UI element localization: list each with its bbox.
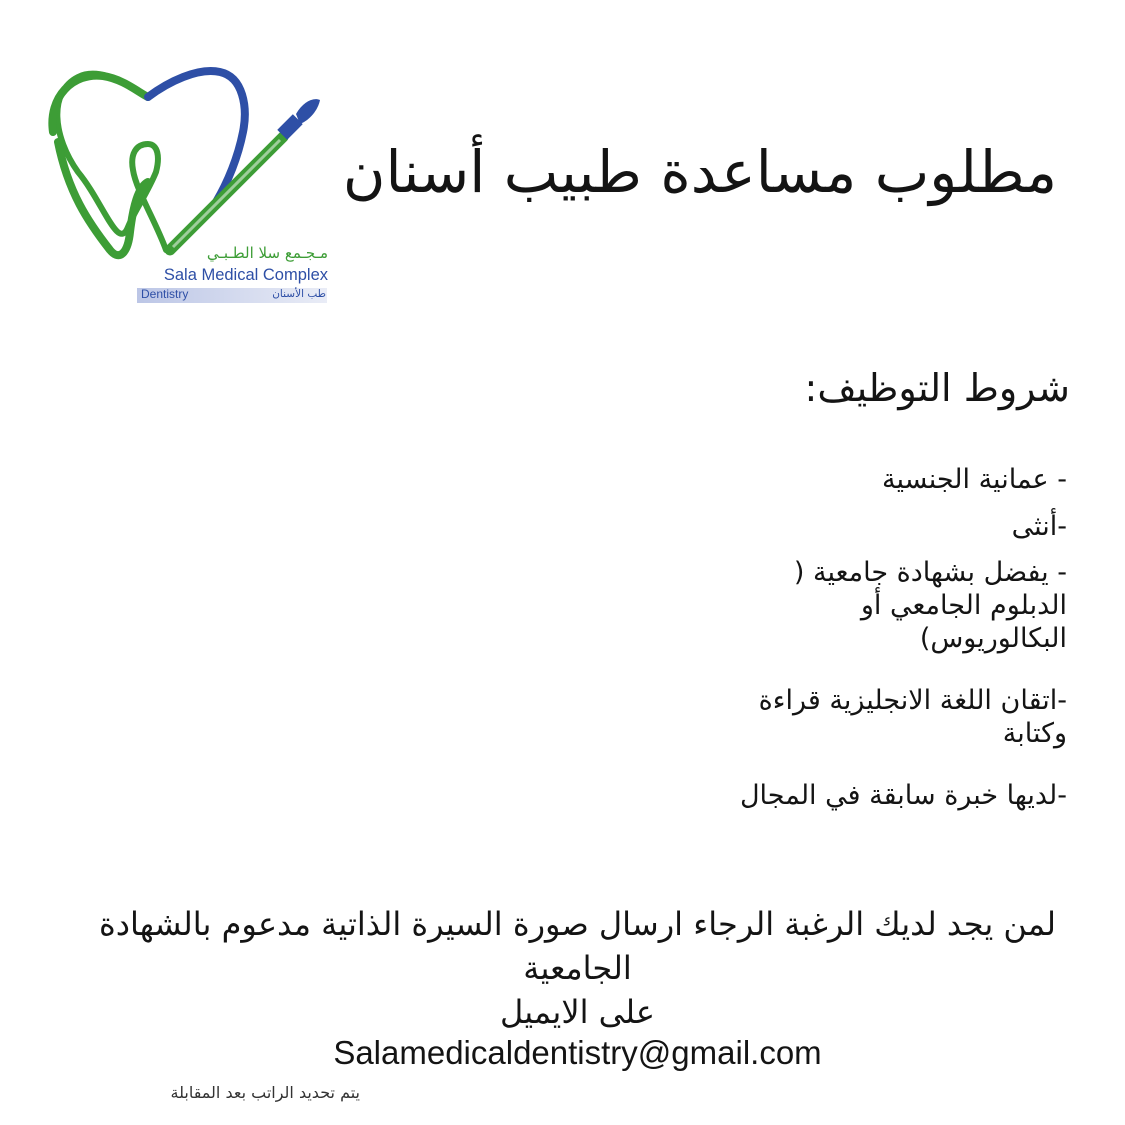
requirement-experience: -لديها خبرة سابقة في المجال [739,780,1067,811]
logo-department-english: Dentistry [141,287,189,301]
application-instructions [60,902,1095,1034]
contact-email[interactable]: Salamedicaldentistry@gmail.com [333,1034,822,1071]
logo-name-english: Sala Medical Complex [163,266,328,284]
requirement-degree: - يفضل بشهادة جامعية ( الدبلوم الجامعي أو البكالوريوس) [793,557,1067,654]
cta-line-cv: لمن يجد لديك الرغبة الرجاء ارسال صورة السيرة الذاتية مدعوم بالشهادة الجامعية [98,905,1057,987]
logo-name-arabic: مـجـمع سلا الطـبـي [206,244,328,262]
requirement-english: -اتقان اللغة الانجليزية قراءة وكتابة [758,685,1067,749]
page-title: مطلوب مساعدة طبيب أسنان [342,138,1058,206]
requirement-gender: -أنثى [1011,511,1067,542]
logo-department-arabic: طب الأسنان [272,288,326,300]
salary-note: يتم تحديد الراتب بعد المقابلة [170,1083,360,1102]
requirements-heading: شروط التوظيف: [804,366,1070,410]
requirement-nationality: - عمانية الجنسية [881,464,1067,495]
cta-line-email-label: على الايميل [500,993,655,1031]
